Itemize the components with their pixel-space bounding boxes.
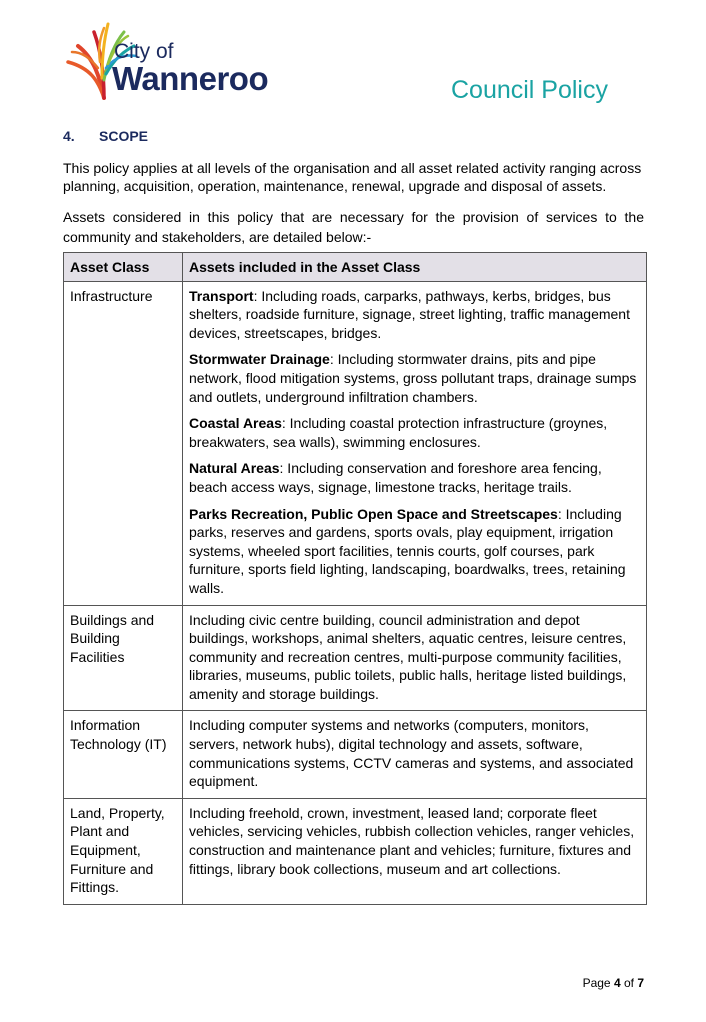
section-heading	[63, 128, 148, 144]
assets-included-cell	[183, 281, 647, 605]
logo-text-city-of: City of	[114, 40, 174, 63]
asset-entry	[189, 287, 640, 343]
header-asset-class: Asset Class	[64, 253, 183, 282]
scope-paragraph-2: Assets considered in this policy that are necessary for the provision of services to the community and stakeholders, are detailed below:-	[63, 209, 644, 245]
page-of: of	[620, 976, 638, 990]
asset-entry	[189, 459, 640, 496]
table-row	[64, 711, 647, 798]
page-number	[583, 976, 644, 990]
header-assets-included: Assets included in the Asset Class	[183, 253, 647, 282]
table-row	[64, 281, 647, 605]
policy-type-title: Council Policy	[450, 76, 608, 104]
asset-class-cell: Infrastructure	[64, 281, 183, 605]
assets-included-cell	[183, 605, 647, 711]
table-row	[64, 605, 647, 711]
asset-entry-text: : Including conservation and foreshore area fencing, beach access ways, signage, limestone tracks, heritage trails.	[189, 460, 602, 495]
scope-paragraph-1: This policy applies at all levels of the organisation and all asset related activity ranging across planning, acquisition, operation, maintenance, renewal, upgrade and disposal of assets.	[63, 160, 642, 194]
asset-entry-term: Natural Areas	[189, 460, 280, 477]
section-number: 4.	[63, 128, 75, 144]
table-row	[64, 798, 647, 904]
asset-entry-term: Stormwater Drainage	[189, 351, 330, 368]
asset-class-cell: Buildings and Building Facilities	[64, 605, 183, 711]
asset-class-table	[63, 252, 647, 905]
section-title: SCOPE	[99, 128, 149, 144]
asset-entry	[189, 716, 640, 790]
asset-entry-term: Parks Recreation, Public Open Space and Streetscapes	[189, 505, 558, 522]
page-current: 4	[613, 976, 621, 990]
table-header-row	[64, 253, 647, 282]
asset-entry-text: Including civic centre building, council administration and depot buildings, workshops, animal shelters, aquatic centres, leisure centres, community and recreation centres, multi-purpose community facilities, libraries, museums, public toilets, public halls, heritage listed buildings, amenity and storage buildings.	[189, 611, 627, 702]
assets-included-cell	[183, 798, 647, 904]
asset-entry-text: Including freehold, crown, investment, leased land; corporate fleet vehicles, servicing vehicles, rubbish collection vehicles, ranger vehicles, construction and maintenance plant and vehicles; furniture, fixtures and fittings, library book collections, museum and art collections.	[189, 804, 635, 877]
asset-entry	[189, 804, 640, 878]
asset-entry-text: : Including coastal protection infrastructure (groynes, breakwaters, sea walls), swimming enclosures.	[189, 415, 608, 450]
asset-entry-text: Including computer systems and networks (computers, monitors, servers, network hubs), digital technology and assets, software, communications systems, CCTV cameras and systems, and associated equipment.	[189, 717, 634, 790]
assets-included-cell	[183, 711, 647, 798]
asset-class-cell: Land, Property, Plant and Equipment, Furniture and Fittings.	[64, 798, 183, 904]
asset-entry-text: : Including parks, reserves and gardens, sports ovals, play equipment, irrigation systems, wheeled sport facilities, tennis courts, golf courses, park furniture, sports field lighting, landscaping, boardwalks, trees, retaining walls.	[189, 505, 626, 596]
asset-class-cell: Information Technology (IT)	[64, 711, 183, 798]
asset-entry	[189, 611, 640, 704]
asset-entry-term: Transport	[189, 287, 254, 304]
asset-entry-text: : Including stormwater drains, pits and pipe network, flood mitigation systems, gross pollutant traps, drainage sumps and outlets, underground infiltration chambers.	[189, 351, 637, 405]
asset-entry-text: : Including roads, carparks, pathways, kerbs, bridges, bus shelters, roadside furniture, signage, street lighting, traffic management devices, streetscapes, bridges.	[189, 287, 630, 341]
page-total: 7	[637, 976, 644, 990]
logo-text-wanneroo: Wanneroo	[112, 60, 269, 97]
page-prefix: Page	[582, 976, 614, 990]
asset-entry	[189, 414, 640, 451]
asset-entry-term: Coastal Areas	[189, 415, 282, 432]
asset-entry	[189, 350, 640, 406]
asset-entry	[189, 505, 640, 598]
